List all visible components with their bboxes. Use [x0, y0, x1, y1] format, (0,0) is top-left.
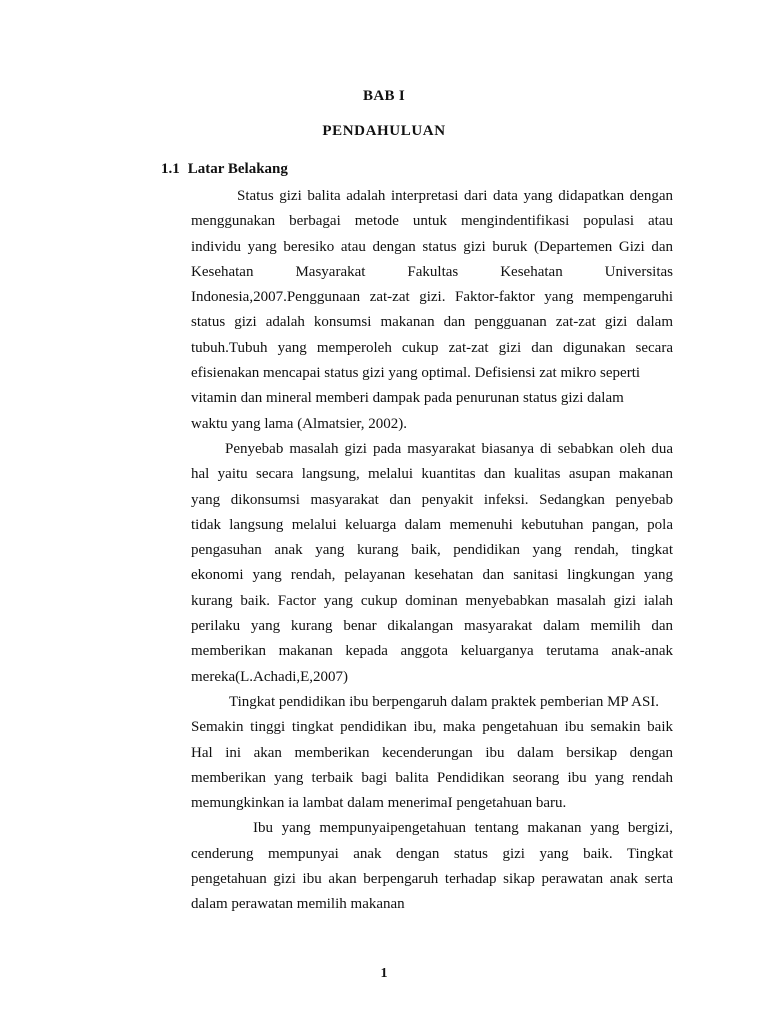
chapter-title: PENDAHULUAN [322, 123, 446, 139]
paragraph-line: memberikan yang terbaik bagi balita Pendidikan seorang ibu yang rendah [191, 769, 673, 786]
paragraph-line: Ibu yang mempunyaipengetahuan tentang makanan yang bergizi, [253, 820, 673, 837]
paragraph-3 [191, 690, 673, 816]
body-text [191, 184, 673, 918]
paragraph-line: Indonesia,2007.Penggunaan zat-zat gizi. Faktor-faktor yang mempengaruhi [191, 289, 673, 306]
chapter-label: BAB I [363, 88, 405, 104]
paragraph-line: menggunakan berbagai metode untuk mengindentifikasi populasi atau [191, 213, 673, 230]
paragraph-line: Status gizi balita adalah interpretasi dari data yang didapatkan dengan [237, 188, 673, 204]
paragraph-line: Tingkat pendidikan ibu berpengaruh dalam praktek pemberian MP ASI. [229, 693, 660, 710]
paragraph-line: vitamin dan mineral memberi dampak pada penurunan status gizi dalam [191, 390, 624, 407]
paragraph-line: perilaku yang kurang benar dikalangan masyarakat dalam memilih dan [191, 618, 673, 635]
paragraph-line: waktu yang lama (Almatsier, 2002). [191, 415, 408, 432]
paragraph-line: mereka(L.Achadi,E,2007) [191, 668, 349, 685]
section-number: 1.1 [161, 161, 180, 177]
paragraph-line: cenderung mempunyai anak dengan status gizi yang baik. Tingkat [191, 845, 673, 862]
paragraph-line: Hal ini akan memberikan kecenderungan ibu dalam bersikap dengan [191, 744, 673, 761]
paragraph-line: hal yaitu secara langsung, melalui kuantitas dan kualitas asupan makanan [191, 466, 673, 483]
paragraph-line: memungkinkan ia lambat dalam menerimaI pengetahuan baru. [191, 795, 567, 812]
paragraph-line: tubuh.Tubuh yang memperoleh cukup zat-zat gizi dan digunakan secara [191, 339, 673, 356]
paragraph-line: pengasuhan anak yang kurang baik, pendidikan yang rendah, tingkat [191, 542, 673, 559]
paragraph-line: pengetahuan gizi ibu akan berpengaruh terhadap sikap perawatan anak serta [191, 871, 673, 888]
paragraph-line: Kesehatan Masyarakat Fakultas Kesehatan Universitas [191, 263, 673, 280]
paragraph-line: memberikan makanan kepada anggota keluarganya terutama anak-anak [191, 643, 673, 660]
paragraph-line: yang dikonsumsi masyarakat dan penyakit infeksi. Sedangkan penyebab [191, 491, 673, 508]
paragraph-line: ekonomi yang rendah, pelayanan kesehatan dan sanitasi lingkungan yang [191, 567, 673, 584]
paragraph-line: individu yang beresiko atau dengan status gizi buruk (Departemen Gizi dan [191, 238, 673, 255]
paragraph-line: kurang baik. Factor yang cukup dominan menyebabkan masalah gizi ialah [191, 592, 673, 609]
paragraph-line: efisienakan mencapai status gizi yang optimal. Defisiensi zat mikro seperti [191, 365, 641, 382]
paragraph-line: Penyebab masalah gizi pada masyarakat biasanya di sebabkan oleh dua [225, 440, 673, 457]
paragraph-line: dalam perawatan memilih makanan [191, 896, 405, 913]
paragraph-2 [191, 437, 673, 690]
section-title: Latar Belakang [187, 161, 288, 177]
paragraph-1 [191, 184, 673, 437]
paragraph-line: Semakin tinggi tingkat pendidikan ibu, maka pengetahuan ibu semakin baik [191, 719, 673, 736]
paragraph-4 [191, 816, 673, 917]
section-heading [161, 161, 288, 178]
paragraph-line: tidak langsung melalui keluarga dalam memenuhi kebutuhan pangan, pola [191, 516, 673, 533]
page-number: 1 [380, 966, 388, 981]
paragraph-line: status gizi adalah konsumsi makanan dan pengguanan zat-zat gizi dalam [191, 314, 673, 331]
